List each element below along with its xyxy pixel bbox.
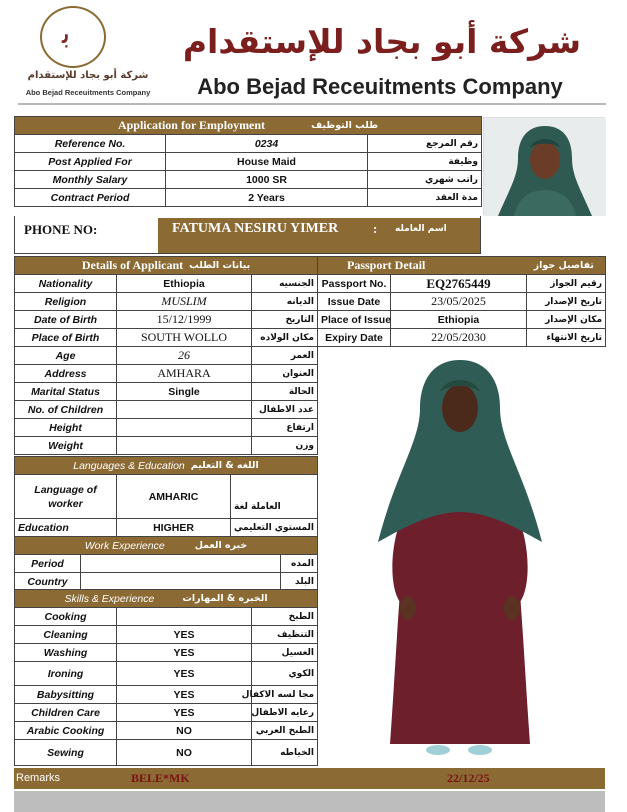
period-value [81,555,281,573]
table-row [15,573,318,591]
row-label: Post Applied For [15,153,166,171]
skill-value: YES [117,704,252,722]
table-row [15,437,318,455]
skill-label-ar: رعايه الاطفال [252,704,318,722]
table-row [318,311,606,329]
education-label-ar: المستوي التعليمي [231,519,318,537]
row-label: Reference No. [15,135,166,153]
row-label: Address [15,365,117,383]
row-label-ar: العنوان [252,365,318,383]
worker-name-label-ar: اسم العامله [395,224,447,234]
row-label: Marital Status [15,383,117,401]
row-label: Passport No. [318,275,391,293]
applicant-title: Details of Applicant [81,258,184,272]
row-label: Monthly Salary [15,171,166,189]
row-label-ar: البلد [281,573,318,591]
skill-value: YES [117,644,252,662]
skill-label: Washing [15,644,117,662]
applicant-title-ar: بيانات الطلب [189,260,251,271]
row-label: Period [15,555,81,573]
application-header [15,117,482,135]
skills-title-ar: الخبره & المهارات [182,593,268,604]
table-row [15,329,318,347]
education-value: HIGHER [117,519,231,537]
row-label-ar: رقيم الجواز [527,275,606,293]
work-experience-table [14,536,318,591]
experience-title: Work Experience [84,539,165,552]
row-label-ar: تاريخ الإصدار [527,293,606,311]
row-label-ar: الجنسيه [252,275,318,293]
row-label: Country [15,573,81,591]
table-row [15,475,318,519]
experience-title-ar: خبره العمل [194,540,248,551]
remarks-label: Remarks [16,772,61,784]
languages-title: Languages & Education [73,459,185,472]
table-row [15,383,318,401]
row-label: Date of Birth [15,311,117,329]
skill-value: NO [117,740,252,766]
full-body-figure-icon [320,352,602,765]
expiry-date-value: 22/05/2030 [391,329,527,347]
application-title-ar: طلب التوظيف [311,120,379,131]
footer-bar [14,791,605,812]
table-row [318,293,606,311]
skill-label-ar: الخياطه [252,740,318,766]
address-value: AMHARA [117,365,252,383]
name-colon: : [373,221,378,236]
table-row [15,135,482,153]
skill-label: Cooking [15,608,117,626]
table-row [15,704,318,722]
contract-period-value: 2 Years [166,189,368,207]
application-title: Application for Employment [117,118,266,132]
skill-label-ar: التنظيف [252,626,318,644]
skill-value: YES [117,626,252,644]
table-row [15,275,318,293]
row-label: Contract Period [15,189,166,207]
row-label-ar: مدة العقد [368,189,482,207]
applicant-full-body-photo [320,352,602,765]
table-row [15,686,318,704]
logo-english-text: Abo Bejad Receuitments Company [25,88,151,97]
skill-value: NO [117,722,252,740]
table-row [15,293,318,311]
passport-details-table [317,256,606,347]
row-label-ar: التاريخ [252,311,318,329]
row-label: Issue Date [318,293,391,311]
skill-value [117,608,252,626]
applicant-details-table [14,256,318,455]
portrait-figure-icon [484,118,606,216]
skill-label: Ironing [15,662,117,686]
skill-label-ar: مجا لسه الاكفال [252,686,318,704]
reference-number: 0234 [166,135,368,153]
table-row [15,419,318,437]
table-row [318,275,606,293]
row-label-ar: مكان الإصدار [527,311,606,329]
education-label: Education [15,519,117,537]
row-label-ar: مكان الولاده [252,329,318,347]
skills-table [14,589,318,766]
row-label-ar: رقم المرجع [368,135,482,153]
row-label: Religion [15,293,117,311]
table-row [15,347,318,365]
table-row [15,519,318,537]
table-row [15,662,318,686]
application-table [14,116,482,207]
nationality-value: Ethiopia [117,275,252,293]
company-name-english: Abo Bejad Receuitments Company [197,74,563,99]
row-label: Place of Birth [15,329,117,347]
remarks-agent-code: BELE*MK [131,771,190,785]
skill-label: Cleaning [15,626,117,644]
row-label-ar: وزن [252,437,318,455]
marital-status-value: Single [117,383,252,401]
country-value [81,573,281,591]
skill-label-ar: الغسيل [252,644,318,662]
languages-education-table [14,456,318,537]
place-of-issue-value: Ethiopia [391,311,527,329]
row-label: Place of Issue [318,311,391,329]
salary-value: 1000 SR [166,171,368,189]
row-label: Expiry Date [318,329,391,347]
row-label-ar: العمر [252,347,318,365]
passport-header [318,257,606,275]
applicant-header [15,257,318,275]
table-row [15,722,318,740]
table-row [15,401,318,419]
company-name-arabic: شركة أبو بجاد للإستقدام [182,22,582,61]
skill-value: YES [117,662,252,686]
row-label-ar: راتب شهري [368,171,482,189]
phone-label: PHONE NO: [24,222,98,237]
table-row [15,608,318,626]
table-row [15,555,318,573]
row-label-ar: عدد الاطفال [252,401,318,419]
religion-value: MUSLIM [117,293,252,311]
skill-value: YES [117,686,252,704]
row-label: Weight [15,437,117,455]
skills-title: Skills & Experience [64,592,155,605]
skills-header [15,590,318,608]
height-value [117,419,252,437]
skill-label: Sewing [15,740,117,766]
passport-title: Passport Detail [347,258,426,272]
remarks-date: 22/12/25 [447,771,490,785]
table-row [318,329,606,347]
company-logo-emblem [40,6,106,68]
logo-arabic-text: شركة أبو بجاد للإستقدام [27,70,149,81]
row-label: Nationality [15,275,117,293]
languages-header [15,457,318,475]
worker-name: FATUMA NESIRU YIMER [172,221,339,236]
skill-label: Babysitting [15,686,117,704]
row-label-ar: تاريخ الانتهاء [527,329,606,347]
place-of-birth-value: SOUTH WOLLO [117,329,252,347]
skill-label-ar: الكوي [252,662,318,686]
table-row [15,311,318,329]
skill-label: Arabic Cooking [15,722,117,740]
language-value: AMHARIC [117,475,231,519]
experience-header [15,537,318,555]
skill-label-ar: الطبخ العربي [252,722,318,740]
row-label-ar: وظيفة [368,153,482,171]
table-row [15,740,318,766]
row-label-ar: الديانه [252,293,318,311]
table-row [15,365,318,383]
skill-label: Children Care [15,704,117,722]
table-row [15,644,318,662]
table-row [15,189,482,207]
row-label: No. of Children [15,401,117,419]
remarks-bar [14,768,605,789]
children-value [117,401,252,419]
passport-title-ar: تفاصيل جواز [533,260,595,271]
table-row [15,171,482,189]
row-label-ar: المده [281,555,318,573]
skill-label-ar: الطبخ [252,608,318,626]
passport-number-value: EQ2765449 [391,275,527,293]
languages-title-ar: اللغه & التعليم [190,460,259,471]
logo-calligraphy-icon: ﺑ [62,16,71,51]
row-label-ar: الحالة [252,383,318,401]
language-label-ar: العاملة لغة [231,475,318,519]
table-row [15,626,318,644]
applicant-portrait-photo [483,117,605,215]
table-row [15,153,482,171]
row-label: Age [15,347,117,365]
row-label: Height [15,419,117,437]
row-label-ar: ارتفاع [252,419,318,437]
weight-value [117,437,252,455]
language-label: Language of worker [15,475,117,519]
age-value: 26 [117,347,252,365]
issue-date-value: 23/05/2025 [391,293,527,311]
post-applied-value: House Maid [166,153,368,171]
date-of-birth-value: 15/12/1999 [117,311,252,329]
